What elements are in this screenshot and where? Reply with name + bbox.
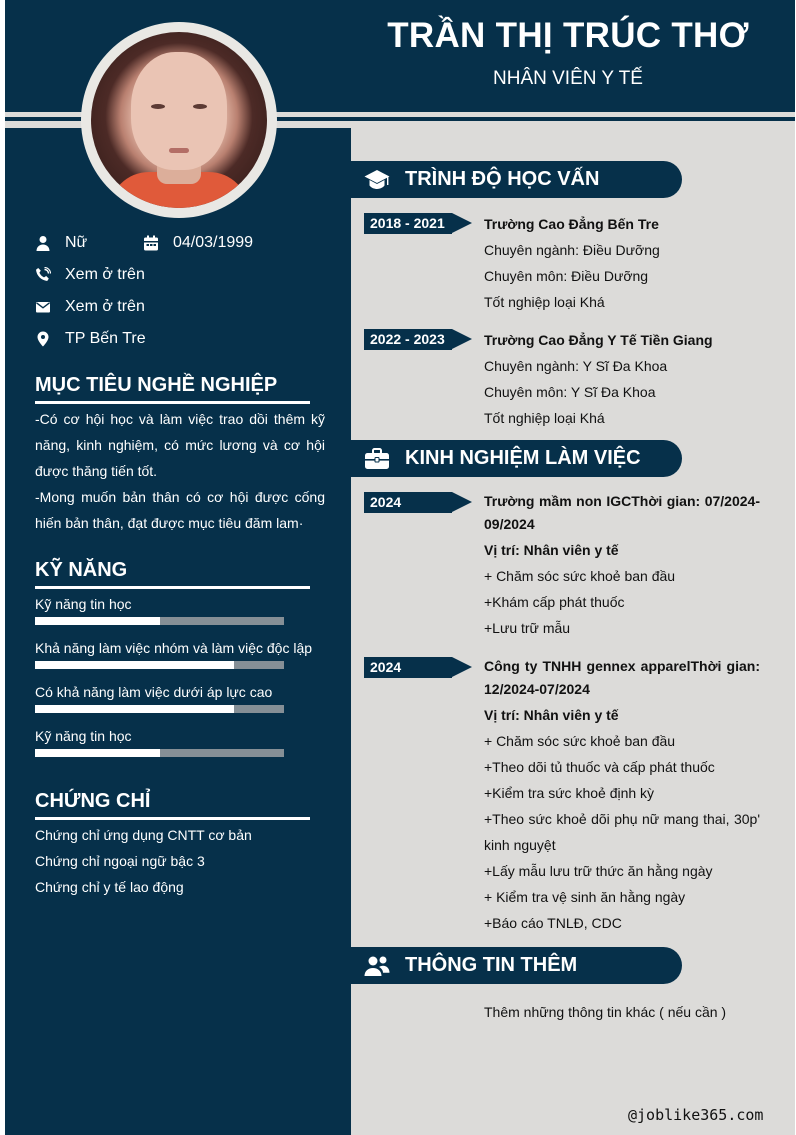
- experience-entry: [484, 655, 760, 936]
- duty-item: +Lấy mẫu lưu trữ thức ăn hằng ngày: [484, 863, 713, 879]
- location-pin-icon: [35, 331, 51, 347]
- users-icon: [364, 954, 390, 978]
- duty-item: + Chăm sóc sức khoẻ ban đầu: [484, 568, 676, 584]
- gender-row: [35, 234, 87, 252]
- duty-item: +Báo cáo TNLĐ, CDC: [484, 915, 622, 931]
- education-line: Chuyên môn: Y Sĩ Đa Khoa: [484, 384, 656, 400]
- duty-item: +Theo dõi tủ thuốc và cấp phát thuốc: [484, 759, 715, 775]
- experience-heading: KINH NGHIỆM LÀM VIỆC: [405, 447, 641, 469]
- extra-info-heading: THÔNG TIN THÊM: [405, 954, 578, 976]
- company-name: Trường mầm non IGCThời gian: 07/2024-09/2024: [484, 493, 760, 532]
- duty-item: +Theo sức khoẻ dõi phụ nữ mang thai, 30p' kinh nguyệt: [484, 811, 760, 853]
- skills-heading: KỸ NĂNG: [35, 559, 310, 589]
- skill-label: Kỹ năng tin học: [35, 596, 132, 612]
- skill-label: Kỹ năng tin học: [35, 728, 132, 744]
- education-entry: [484, 211, 760, 315]
- avatar: [91, 32, 267, 208]
- school-name: Trường Cao Đẳng Bến Tre: [484, 216, 659, 232]
- education-line: Tốt nghiệp loại Khá: [484, 294, 605, 310]
- education-line: Chuyên môn: Điều Dưỡng: [484, 268, 649, 284]
- skill-bar: [35, 617, 284, 625]
- certificates-heading: CHỨNG CHỈ: [35, 790, 310, 820]
- skill-label: Khả năng làm việc nhóm và làm việc độc lập: [35, 640, 313, 656]
- phone-value: Xem ở trên: [65, 266, 145, 283]
- envelope-icon: [35, 299, 51, 315]
- graduation-cap-icon: [364, 168, 390, 192]
- certificate-item: Chứng chỉ ứng dụng CNTT cơ bản: [35, 827, 252, 843]
- period-tag: 2018 - 2021: [364, 213, 452, 234]
- duty-item: +Kiểm tra sức khoẻ định kỳ: [484, 785, 655, 801]
- duty-item: + Chăm sóc sức khoẻ ban đầu: [484, 733, 676, 749]
- calendar-icon: [143, 235, 159, 251]
- skill-bar: [35, 661, 284, 669]
- objective-paragraph: -Mong muốn bản thân có cơ hội được cống hiến bản thân, đạt được mục tiêu đăm lam·: [35, 489, 325, 531]
- birthdate-value: 04/03/1999: [173, 234, 254, 251]
- person-icon: [35, 235, 51, 251]
- objective-body: [35, 406, 325, 536]
- company-name: Công ty TNHH gennex apparelThời gian: 12/2024-07/2024: [484, 658, 760, 697]
- experience-header: [351, 440, 682, 477]
- period-tag: 2024: [364, 492, 452, 513]
- phone-row: [35, 266, 145, 284]
- birthdate-row: [143, 234, 253, 252]
- job-title: NHÂN VIÊN Y TẾ: [493, 68, 643, 89]
- gender-value: Nữ: [65, 234, 88, 251]
- education-line: Chuyên ngành: Y Sĩ Đa Khoa: [484, 358, 668, 374]
- skill-bar: [35, 705, 284, 713]
- certificate-item: Chứng chỉ ngoại ngữ bậc 3: [35, 853, 205, 869]
- email-row: [35, 298, 145, 316]
- school-name: Trường Cao Đẳng Y Tế Tiền Giang: [484, 332, 713, 348]
- extra-info-text: Thêm những thông tin khác ( nếu cần ): [484, 1004, 727, 1020]
- education-line: Tốt nghiệp loại Khá: [484, 410, 605, 426]
- position: Vị trí: Nhân viên y tế: [484, 707, 619, 723]
- education-heading: TRÌNH ĐỘ HỌC VẤN: [405, 168, 600, 190]
- duty-item: +Khám cấp phát thuốc: [484, 594, 625, 610]
- objective-paragraph: -Có cơ hội học và làm việc trao dồi thêm kỹ năng, kinh nghiệm, có mức lương và cơ hội được thăng tiến tốt.: [35, 411, 325, 479]
- certificate-item: Chứng chỉ y tế lao động: [35, 879, 184, 895]
- candidate-name: TRẦN THỊ TRÚC THƠ: [387, 16, 749, 55]
- position: Vị trí: Nhân viên y tế: [484, 542, 619, 558]
- briefcase-icon: [364, 447, 390, 471]
- period-tag: 2022 - 2023: [364, 329, 452, 350]
- skill-label: Có khả năng làm việc dưới áp lực cao: [35, 684, 273, 700]
- address-row: [35, 330, 146, 348]
- phone-icon: [35, 267, 51, 283]
- duty-item: + Kiểm tra vệ sinh ăn hằng ngày: [484, 889, 686, 905]
- period-tag: 2024: [364, 657, 452, 678]
- email-value: Xem ở trên: [65, 298, 145, 315]
- extra-info-header: [351, 947, 682, 984]
- duty-item: +Lưu trữ mẫu: [484, 620, 571, 636]
- watermark: @joblike365.com: [628, 1106, 764, 1124]
- objective-heading: MỤC TIÊU NGHỀ NGHIỆP: [35, 374, 310, 404]
- education-line: Chuyên ngành: Điều Dưỡng: [484, 242, 660, 258]
- experience-entry: [484, 490, 760, 641]
- education-entry: [484, 327, 760, 431]
- address-value: TP Bến Tre: [65, 330, 146, 347]
- education-header: [351, 161, 682, 198]
- certificates-list: [35, 822, 325, 900]
- skill-bar: [35, 749, 284, 757]
